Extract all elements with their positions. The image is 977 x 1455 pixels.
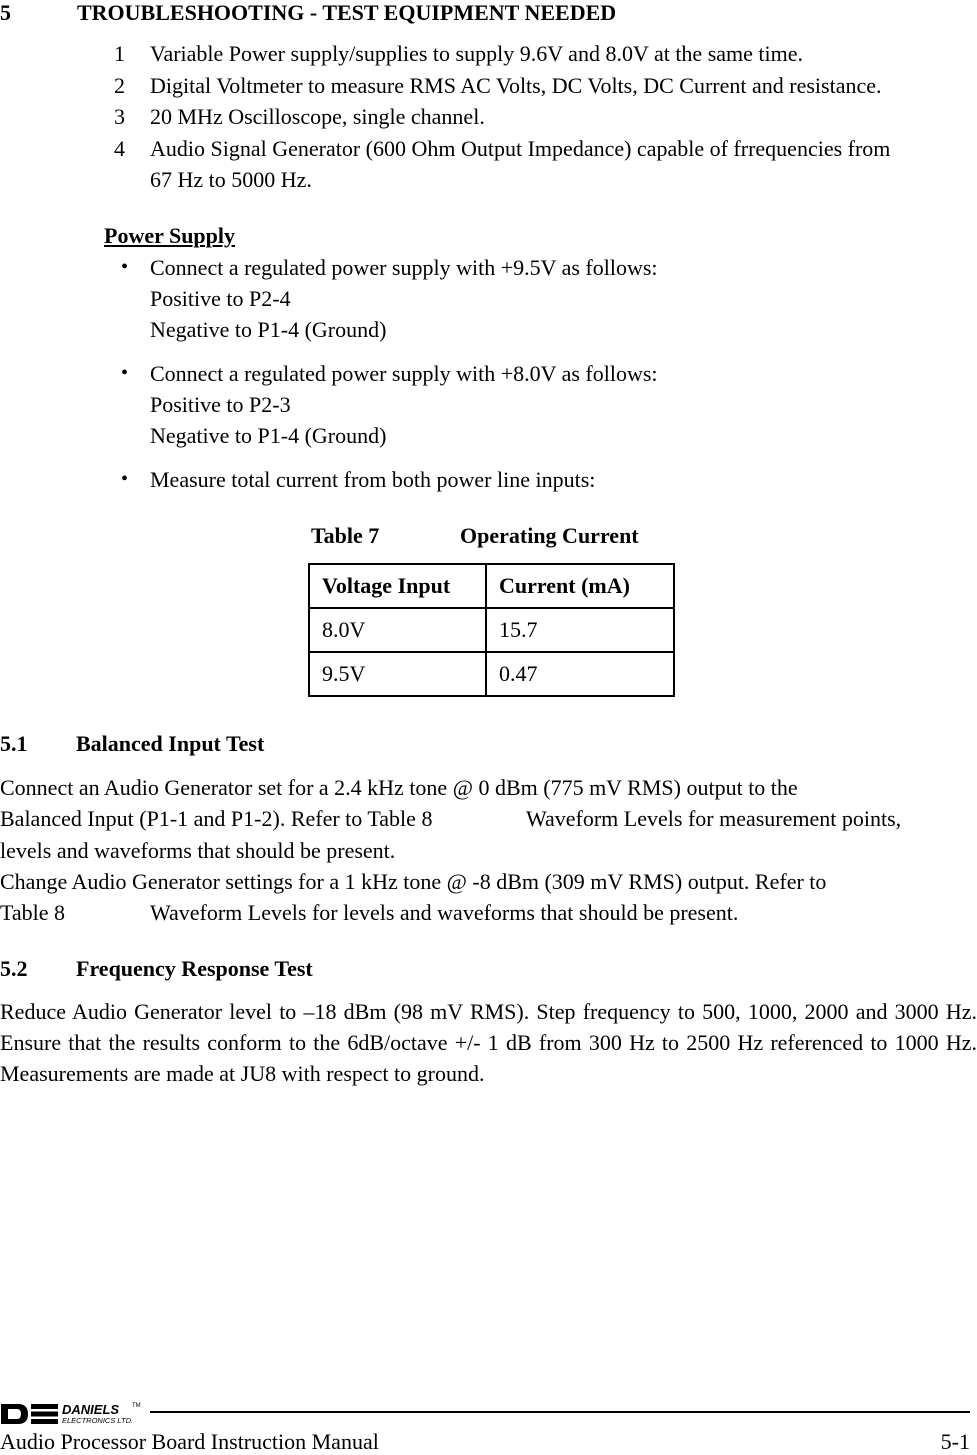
list-item-number: 2 <box>114 73 125 98</box>
bullet-icon: • <box>121 362 129 384</box>
section-5-number: 5 <box>0 0 11 25</box>
section-5-2-number: 5.2 <box>0 956 28 981</box>
footer-divider <box>150 1411 970 1413</box>
bullet-text: Measure total current from both power line inputs: <box>150 467 596 492</box>
paragraph-line: Balanced Input (P1-1 and P1-2). Refer to Table 8 <box>0 806 433 831</box>
table-label: Table 7 <box>311 523 380 548</box>
table-header-cell: Voltage Input <box>309 564 486 608</box>
bullet-subline: Negative to P1-4 (Ground) <box>150 423 387 448</box>
frequency-response-paragraph: Reduce Audio Generator level to –18 dBm (98 mV RMS). Step frequency to 500, 1000, 2000 and 3000 Hz. Ensure that the results conform to the 6dB/octave +/- 1 dB from 300 Hz to 2500 Hz referenced to 1000 Hz. Measurements are made at JU8 with respect to ground. <box>0 999 977 1086</box>
paragraph-line: Waveform Levels for levels and waveforms that should be present. <box>150 900 739 925</box>
logo-text: DANIELS <box>62 1402 120 1417</box>
table-row <box>309 608 674 652</box>
bullet-icon: • <box>121 468 129 490</box>
table-cell: 9.5V <box>309 652 486 696</box>
table-header-row <box>309 564 674 608</box>
list-item-number: 4 <box>114 136 125 161</box>
page-number: 5-1 <box>940 1429 970 1454</box>
bullet-subline: Positive to P2-4 <box>150 286 291 311</box>
table-cell: 15.7 <box>486 608 674 652</box>
table-header-cell: Current (mA) <box>486 564 674 608</box>
section-5-1-title: Balanced Input Test <box>76 731 265 756</box>
logo-tm: TM <box>132 1403 141 1409</box>
bullet-subline: Positive to P2-3 <box>150 392 291 417</box>
table-title: Operating Current <box>460 523 639 548</box>
paragraph-line: Table 8 <box>0 900 66 925</box>
list-item: Audio Signal Generator (600 Ohm Output Impedance) capable of frrequencies from <box>150 136 891 161</box>
table-row <box>309 652 674 696</box>
bullet-text: Connect a regulated power supply with +8.0V as follows: <box>150 361 658 386</box>
power-supply-heading: Power Supply <box>104 223 236 248</box>
manual-title: Audio Processor Board Instruction Manual <box>0 1429 379 1454</box>
list-item: 20 MHz Oscilloscope, single channel. <box>150 104 485 129</box>
logo-subtext: ELECTRONICS LTD. <box>62 1416 134 1425</box>
bullet-text: Connect a regulated power supply with +9.5V as follows: <box>150 255 658 280</box>
list-item: Variable Power supply/supplies to supply 9.6V and 8.0V at the same time. <box>150 41 803 66</box>
paragraph-line: Connect an Audio Generator set for a 2.4 kHz tone @ 0 dBm (775 mV RMS) output to the <box>0 775 798 800</box>
daniels-logo <box>0 1400 150 1426</box>
list-item: Digital Voltmeter to measure RMS AC Volts, DC Volts, DC Current and resistance. <box>150 73 882 98</box>
section-5-2-title: Frequency Response Test <box>76 956 313 981</box>
bullet-icon: • <box>121 256 129 278</box>
bullet-subline: Negative to P1-4 (Ground) <box>150 317 387 342</box>
list-item-number: 3 <box>114 104 125 129</box>
table-cell: 0.47 <box>486 652 674 696</box>
paragraph-line: levels and waveforms that should be present. <box>0 838 396 863</box>
section-5-1-number: 5.1 <box>0 731 28 756</box>
paragraph-line: Waveform Levels for measurement points, <box>526 806 902 831</box>
paragraph-line: Change Audio Generator settings for a 1 kHz tone @ -8 dBm (309 mV RMS) output. Refer to <box>0 869 827 894</box>
table-cell: 8.0V <box>309 608 486 652</box>
list-item-continuation: 67 Hz to 5000 Hz. <box>150 167 312 192</box>
section-5-title: TROUBLESHOOTING - TEST EQUIPMENT NEEDED <box>77 0 617 25</box>
list-item-number: 1 <box>114 41 125 66</box>
operating-current-table <box>308 563 675 697</box>
